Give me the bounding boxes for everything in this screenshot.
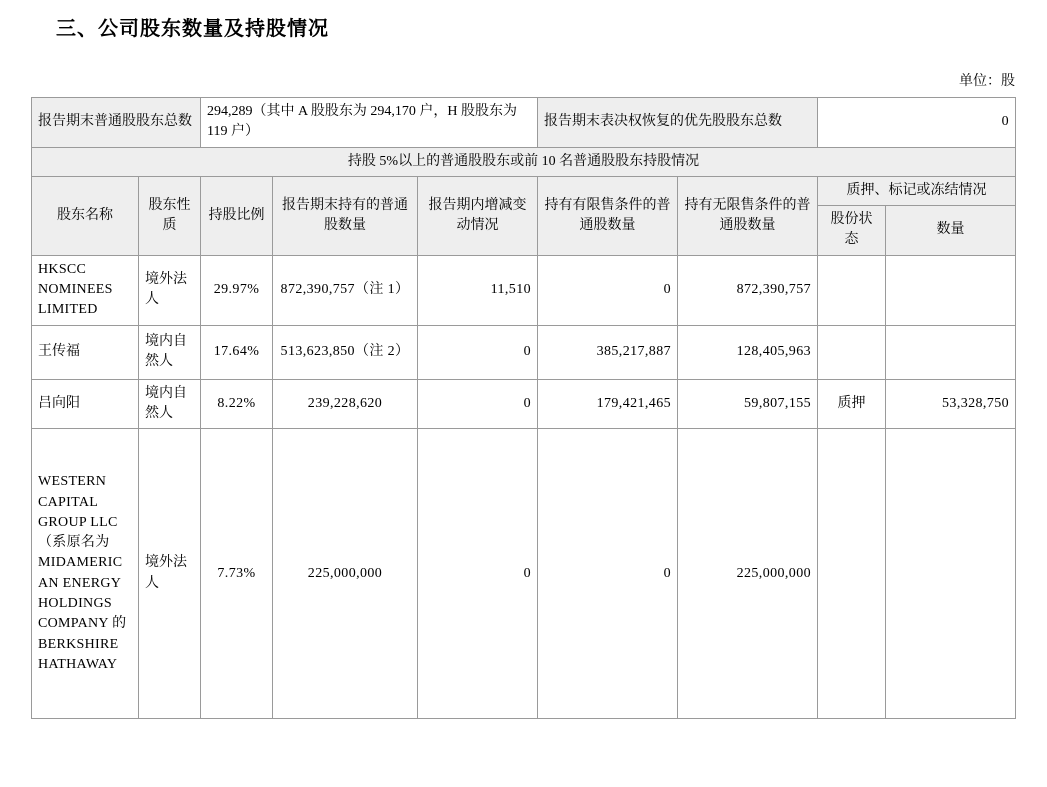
cell-shareholder-nature: 境外法人: [139, 429, 201, 719]
cell-restricted: 0: [538, 429, 678, 719]
column-header-nature: 股东性质: [139, 176, 201, 255]
cell-held-end: 239,228,620: [273, 379, 418, 429]
value-preferred-shareholders: 0: [818, 98, 1016, 148]
column-header-pledge-group: 质押、标记或冻结情况: [818, 176, 1016, 205]
label-total-common-shareholders: 报告期末普通股股东总数: [32, 98, 201, 148]
cell-pledge-quantity: [886, 429, 1016, 719]
banner-top10-shareholders: 持股 5%以上的普通股股东或前 10 名普通股股东持股情况: [32, 147, 1016, 176]
table-row: [32, 325, 1016, 379]
cell-held-end: 225,000,000: [273, 429, 418, 719]
column-header-restricted: 持有有限售条件的普通股数量: [538, 176, 678, 255]
cell-pledge-quantity: [886, 325, 1016, 379]
shareholder-table-wrap: [31, 97, 1015, 719]
column-header-name: 股东名称: [32, 176, 139, 255]
cell-held-end: 513,623,850（注 2）: [273, 325, 418, 379]
cell-share-status: [818, 429, 886, 719]
cell-share-status: [818, 255, 886, 325]
shareholder-table: [31, 97, 1016, 719]
cell-ratio: 8.22%: [201, 379, 273, 429]
column-header-ratio: 持股比例: [201, 176, 273, 255]
cell-shareholder-name: 吕向阳: [32, 379, 139, 429]
cell-change: 11,510: [418, 255, 538, 325]
cell-ratio: 17.64%: [201, 325, 273, 379]
cell-share-status: [818, 325, 886, 379]
cell-unrestricted: 59,807,155: [678, 379, 818, 429]
cell-shareholder-nature: 境内自然人: [139, 325, 201, 379]
cell-change: 0: [418, 325, 538, 379]
cell-shareholder-nature: 境内自然人: [139, 379, 201, 429]
column-header-unrestricted: 持有无限售条件的普通股数量: [678, 176, 818, 255]
table-header-row-1: [32, 176, 1016, 205]
table-row-summary: [32, 98, 1016, 148]
table-row: [32, 255, 1016, 325]
cell-pledge-quantity: [886, 255, 1016, 325]
cell-shareholder-name: 王传福: [32, 325, 139, 379]
column-header-change: 报告期内增减变动情况: [418, 176, 538, 255]
cell-ratio: 7.73%: [201, 429, 273, 719]
cell-change: 0: [418, 429, 538, 719]
column-header-share-status: 股份状态: [818, 206, 886, 256]
cell-shareholder-nature: 境外法人: [139, 255, 201, 325]
page-title: 三、公司股东数量及持股情况: [56, 18, 329, 40]
unit-note: 单位：股: [959, 74, 1015, 89]
label-preferred-shareholders: 报告期末表决权恢复的优先股股东总数: [538, 98, 818, 148]
cell-restricted: 179,421,465: [538, 379, 678, 429]
table-row: [32, 429, 1016, 719]
cell-restricted: 385,217,887: [538, 325, 678, 379]
cell-shareholder-name: WESTERN CAPITAL GROUP LLC（系原名为 MIDAMERICAN ENERGY HOLDINGS COMPANY 的 BERKSHIRE HATHAWAY: [32, 429, 139, 719]
cell-shareholder-name: HKSCC NOMINEES LIMITED: [32, 255, 139, 325]
cell-unrestricted: 872,390,757: [678, 255, 818, 325]
table-row: [32, 379, 1016, 429]
cell-pledge-quantity: 53,328,750: [886, 379, 1016, 429]
cell-ratio: 29.97%: [201, 255, 273, 325]
cell-share-status: 质押: [818, 379, 886, 429]
cell-unrestricted: 225,000,000: [678, 429, 818, 719]
cell-held-end: 872,390,757（注 1）: [273, 255, 418, 325]
column-header-quantity: 数量: [886, 206, 1016, 256]
cell-change: 0: [418, 379, 538, 429]
cell-restricted: 0: [538, 255, 678, 325]
column-header-held-end: 报告期末持有的普通股数量: [273, 176, 418, 255]
cell-unrestricted: 128,405,963: [678, 325, 818, 379]
table-row-banner: [32, 147, 1016, 176]
value-total-common-shareholders: 294,289（其中 A 股股东为 294,170 户，H 股股东为 119 户）: [201, 98, 538, 148]
